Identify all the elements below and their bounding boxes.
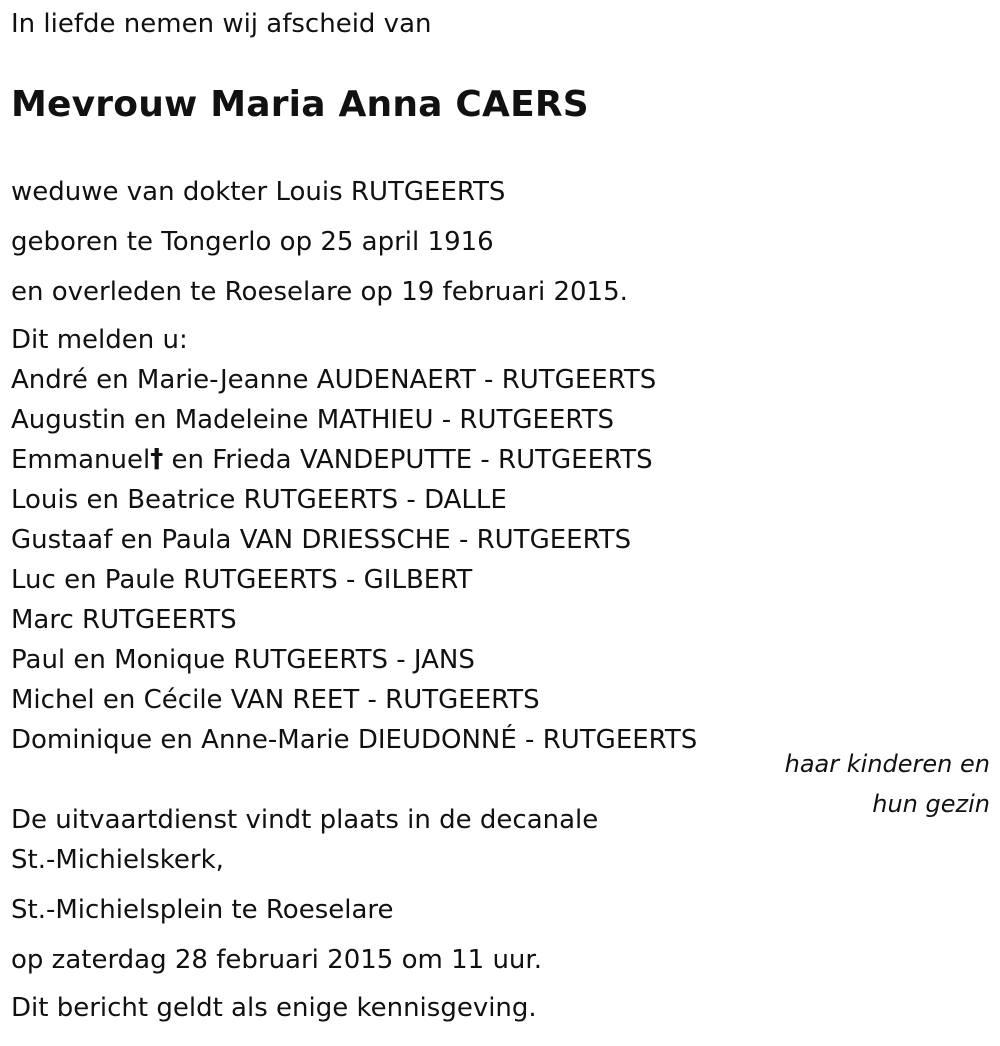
family-line: Marc RUTGEERTS: [11, 605, 237, 635]
family-line: Luc en Paule RUTGEERTS - GILBERT: [11, 565, 473, 595]
family-line: Paul en Monique RUTGEERTS - JANS: [11, 645, 475, 675]
service-date-time: op zaterdag 28 februari 2015 om 11 uur.: [11, 945, 542, 975]
service-church: St.-Michielskerk,: [11, 845, 224, 875]
service-address: St.-Michielsplein te Roeselare: [11, 895, 394, 925]
family-line: Michel en Cécile VAN REET - RUTGEERTS: [11, 685, 540, 715]
family-line: Gustaaf en Paula VAN DRIESSCHE - RUTGEERTS: [11, 525, 632, 555]
family-line: André en Marie-Jeanne AUDENAERT - RUTGEERTS: [11, 365, 657, 395]
deceased-name: Mevrouw Maria Anna CAERS: [11, 84, 589, 125]
service-location: De uitvaartdienst vindt plaats in de decanale: [11, 805, 599, 835]
intro-text: In liefde nemen wij afscheid van: [11, 9, 432, 39]
death-detail: en overleden te Roeselare op 19 februari 2015.: [11, 277, 628, 307]
closing-text: Dit bericht geldt als enige kennisgeving.: [11, 993, 537, 1023]
family-line: [11, 446, 653, 476]
announcers-intro: Dit melden u:: [11, 325, 188, 355]
widow-detail: weduwe van dokter Louis RUTGEERTS: [11, 177, 506, 207]
signature-line-1: haar kinderen en: [784, 750, 990, 778]
family-member-rest: en Frieda VANDEPUTTE - RUTGEERTS: [163, 445, 653, 475]
family-line: Augustin en Madeleine MATHIEU - RUTGEERTS: [11, 405, 614, 435]
birth-detail: geboren te Tongerlo op 25 april 1916: [11, 227, 494, 257]
signature-line-2: hun gezin: [872, 790, 990, 818]
deceased-cross-mark: †: [150, 444, 164, 474]
family-line: Louis en Beatrice RUTGEERTS - DALLE: [11, 485, 507, 515]
family-line: Dominique en Anne-Marie DIEUDONNÉ - RUTGEERTS: [11, 725, 698, 755]
family-member-name: Emmanuel: [11, 445, 151, 475]
